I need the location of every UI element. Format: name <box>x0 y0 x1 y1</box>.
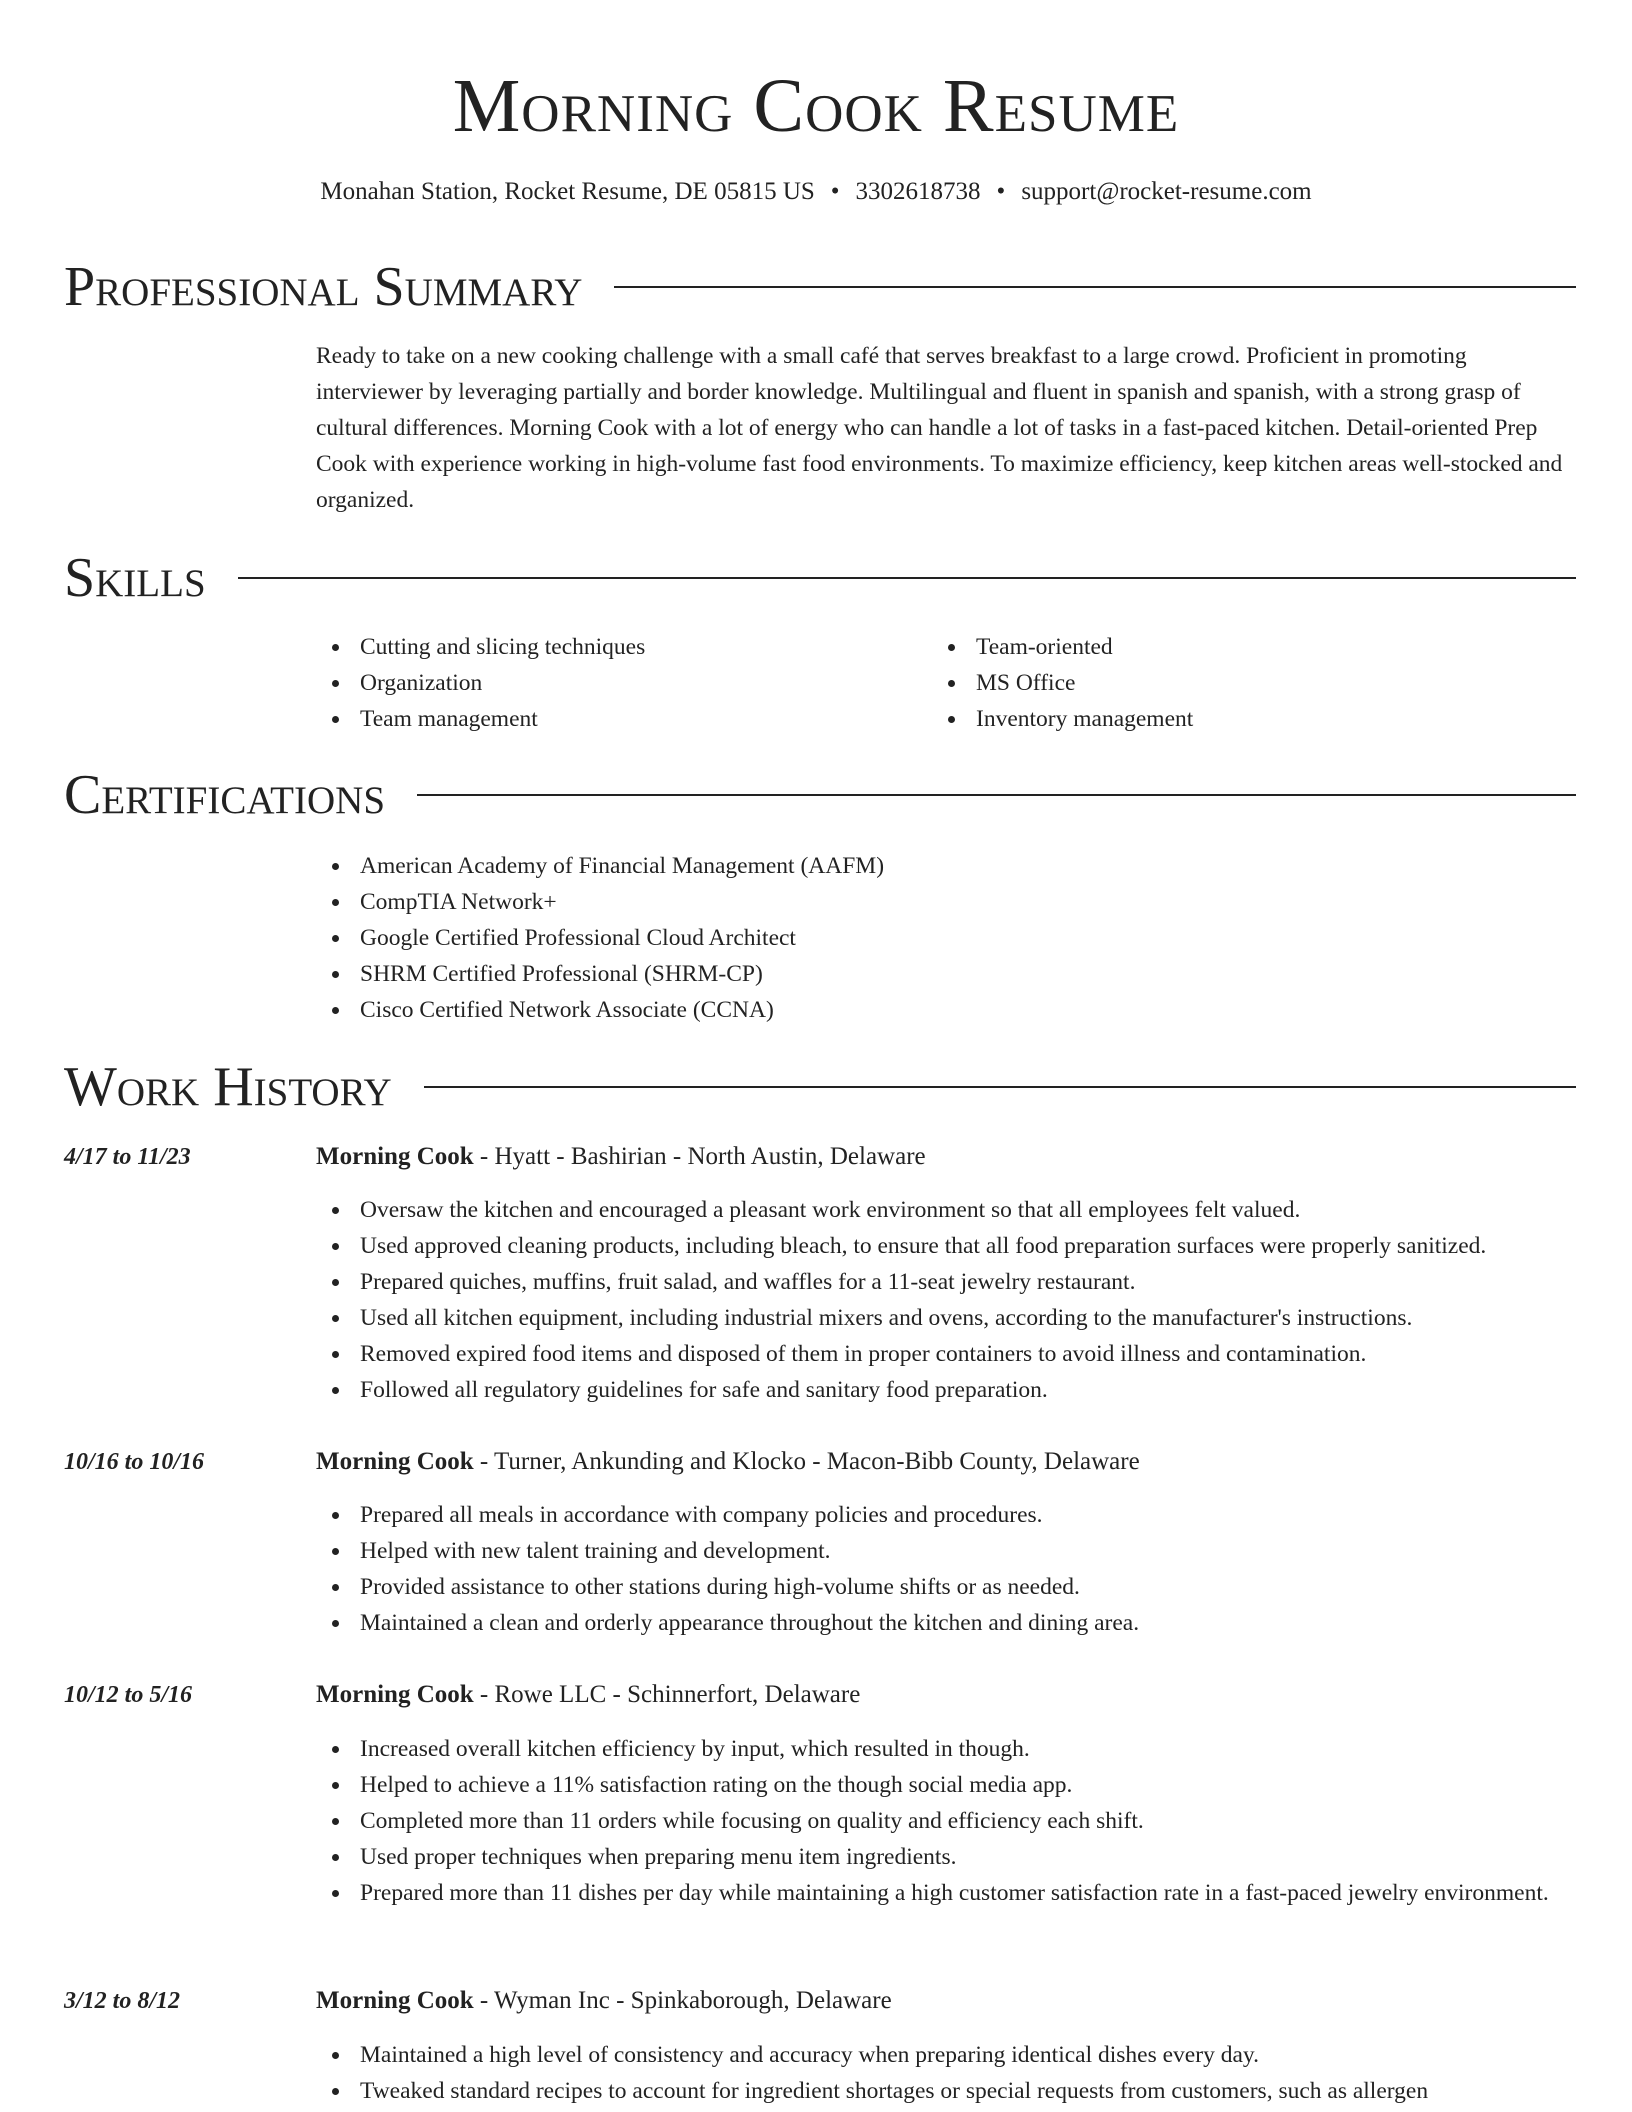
job-dates: 4/17 to 11/23 <box>64 1144 191 1170</box>
job-dates: 10/12 to 5/16 <box>64 1682 193 1708</box>
job-bullet-list <box>316 1731 1578 1911</box>
certifications-list <box>316 848 1578 1028</box>
summary-heading-label: Professional Summary <box>64 256 583 318</box>
skill-item: Team management <box>316 701 916 737</box>
skills-list-right <box>932 629 1532 737</box>
skills-list-left <box>316 629 916 737</box>
job-employer: - Turner, Ankunding and Klocko - Macon-Bibb County, Delaware <box>473 1448 1140 1475</box>
job-employer: - Hyatt - Bashirian - North Austin, Delaware <box>473 1143 926 1170</box>
certification-item: Google Certified Professional Cloud Architect <box>316 920 1578 956</box>
job-bullet: Tweaked standard recipes to account for ingredient shortages or special requests from customers, such as allergen <box>316 2073 1578 2109</box>
job-bullet: Increased overall kitchen efficiency by input, which resulted in though. <box>316 1731 1578 1767</box>
skill-item: Team-oriented <box>932 629 1532 665</box>
contact-separator: • <box>830 178 840 205</box>
work-history-heading-label: Work History <box>64 1056 392 1118</box>
job-heading <box>316 1983 1578 2019</box>
certifications-heading-label: Certifications <box>64 764 386 826</box>
job-bullet: Maintained a clean and orderly appearance throughout the kitchen and dining area. <box>316 1605 1578 1641</box>
job-bullet: Helped with new talent training and development. <box>316 1533 1578 1569</box>
job-bullet: Provided assistance to other stations during high-volume shifts or as needed. <box>316 1569 1578 1605</box>
summary-text: Ready to take on a new cooking challenge with a small café that serves breakfast to a large crowd. Proficient in promoting interviewer by leveraging partially and border knowledge. Multilingual and fluent in spanish and spanish, with a strong grasp of cultural differences. Morning Cook with a lot of energy who can handle a lot of tasks in a fast-paced kitchen. Detail-oriented Prep Cook with experience working in high-volume fast food environments. To maximize efficiency, keep kitchen areas well-stocked and organized. <box>316 343 1563 513</box>
job-bullet: Completed more than 11 orders while focusing on quality and efficiency each shift. <box>316 1803 1578 1839</box>
contact-email: support@rocket-resume.com <box>1021 178 1312 205</box>
job-bullet: Helped to achieve a 11% satisfaction rating on the though social media app. <box>316 1767 1578 1803</box>
section-divider <box>238 577 1576 579</box>
skill-item: Inventory management <box>932 701 1532 737</box>
certification-item: CompTIA Network+ <box>316 884 1578 920</box>
job-employer: - Rowe LLC - Schinnerfort, Delaware <box>473 1681 861 1708</box>
skill-item: Cutting and slicing techniques <box>316 629 916 665</box>
job-bullet-list <box>316 1497 1578 1641</box>
section-divider <box>614 286 1576 288</box>
contact-line <box>0 174 1632 210</box>
skill-item: Organization <box>316 665 916 701</box>
contact-separator: • <box>996 178 1006 205</box>
job-bullet: Prepared more than 11 dishes per day while maintaining a high customer satisfaction rate in a fast-paced jewelry environment. <box>316 1875 1578 1911</box>
job-bullet-list <box>316 1192 1578 1408</box>
contact-address: Monahan Station, Rocket Resume, DE 05815 US <box>320 178 815 205</box>
job-heading <box>316 1444 1578 1480</box>
resume-title: Morning Cook Resume <box>452 64 1180 148</box>
job-bullet: Maintained a high level of consistency and accuracy when preparing identical dishes every day. <box>316 2037 1578 2073</box>
job-bullet-list <box>316 2037 1578 2109</box>
job-title: Morning Cook <box>316 1143 474 1170</box>
summary-section-heading <box>64 254 1576 320</box>
skills-heading-label: Skills <box>64 547 206 609</box>
skills-section-heading <box>64 545 1576 611</box>
job-bullet: Oversaw the kitchen and encouraged a pleasant work environment so that all employees felt valued. <box>316 1192 1578 1228</box>
section-divider <box>417 794 1576 796</box>
job-title: Morning Cook <box>316 1448 474 1475</box>
job-bullet: Used all kitchen equipment, including industrial mixers and ovens, according to the manufacturer's instructions. <box>316 1300 1578 1336</box>
job-employer: - Wyman Inc - Spinkaborough, Delaware <box>473 1987 892 2014</box>
contact-phone: 3302618738 <box>855 178 981 205</box>
job-heading <box>316 1139 1578 1175</box>
work-history-section-heading <box>64 1054 1576 1120</box>
job-title: Morning Cook <box>316 1681 474 1708</box>
job-dates: 10/16 to 10/16 <box>64 1449 205 1475</box>
section-divider <box>424 1086 1576 1088</box>
job-heading <box>316 1677 1578 1713</box>
certification-item: American Academy of Financial Management (AAFM) <box>316 848 1578 884</box>
certification-item: SHRM Certified Professional (SHRM-CP) <box>316 956 1578 992</box>
job-dates: 3/12 to 8/12 <box>64 1988 181 2014</box>
job-bullet: Used approved cleaning products, including bleach, to ensure that all food preparation surfaces were properly sanitized. <box>316 1228 1578 1264</box>
job-bullet: Removed expired food items and disposed of them in proper containers to avoid illness and contamination. <box>316 1336 1578 1372</box>
certifications-section-heading <box>64 762 1576 828</box>
job-bullet: Prepared all meals in accordance with company policies and procedures. <box>316 1497 1578 1533</box>
job-bullet: Prepared quiches, muffins, fruit salad, and waffles for a 11-seat jewelry restaurant. <box>316 1264 1578 1300</box>
certification-item: Cisco Certified Network Associate (CCNA) <box>316 992 1578 1028</box>
job-bullet: Followed all regulatory guidelines for safe and sanitary food preparation. <box>316 1372 1578 1408</box>
job-bullet: Used proper techniques when preparing menu item ingredients. <box>316 1839 1578 1875</box>
job-title: Morning Cook <box>316 1987 474 2014</box>
skill-item: MS Office <box>932 665 1532 701</box>
